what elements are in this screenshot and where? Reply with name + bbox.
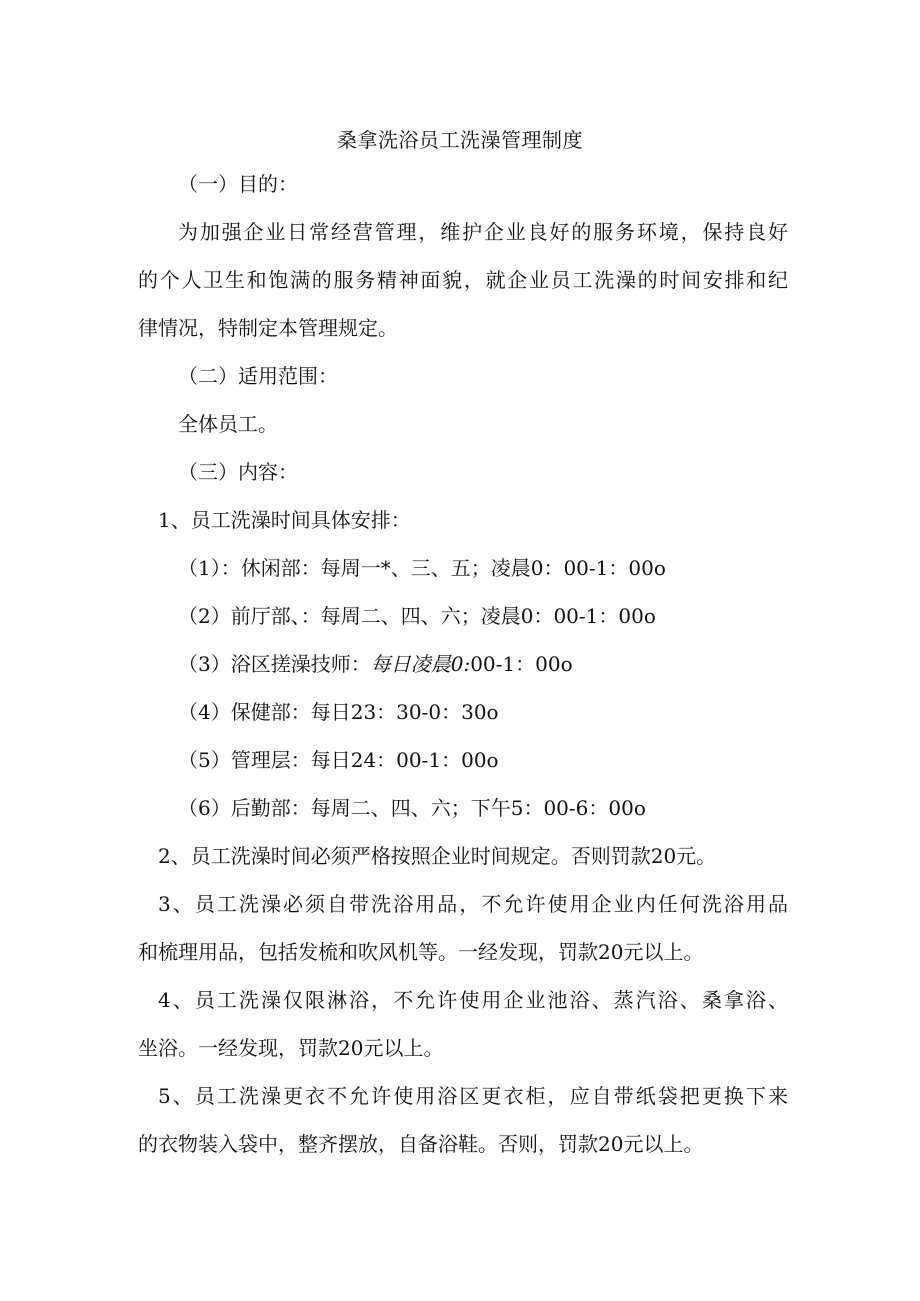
schedule-item bbox=[178, 652, 573, 676]
purpose-paragraph-line: 律情况，特制定本管理规定。 bbox=[138, 316, 398, 340]
document-title: 桑拿洗浴员工洗澡管理制度 bbox=[337, 128, 583, 152]
purpose-heading: （一）目的： bbox=[178, 172, 298, 196]
item4-line: 4、员工洗澡仅限淋浴，不允许使用企业池浴、蒸汽浴、桑拿浴、 bbox=[158, 988, 788, 1012]
item5-line: 的衣物装入袋中，整齐摆放，自备浴鞋。否则，罚款20元以上。 bbox=[138, 1132, 704, 1156]
item3-line: 3、员工洗澡必须自带洗浴用品，不允许使用企业内任何洗浴用品 bbox=[158, 892, 788, 916]
scope-heading: （二）适用范围： bbox=[178, 364, 338, 388]
scope-text: 全体员工。 bbox=[178, 412, 278, 436]
schedule-item: （1）：休闲部：每周一*、三、五；凌晨0：00-1：00o bbox=[178, 556, 666, 580]
schedule-item-label: （3）浴区搓澡技师： bbox=[178, 652, 371, 676]
schedule-item-time: 00-1：00o bbox=[470, 652, 573, 676]
item1-heading: 1、员工洗澡时间具体安排： bbox=[158, 508, 411, 532]
purpose-paragraph-line: 为加强企业日常经营管理，维护企业良好的服务环境，保持良好 bbox=[178, 220, 788, 244]
schedule-item: （6）后勤部：每周二、四、六；下午5：00-6：00o bbox=[178, 796, 646, 820]
item3-line: 和梳理用品，包括发梳和吹风机等。一经发现，罚款20元以上。 bbox=[138, 940, 704, 964]
schedule-item: （5）管理层：每日24：00-1：00o bbox=[178, 748, 499, 772]
purpose-paragraph-line: 的个人卫生和饱满的服务精神面貌，就企业员工洗澡的时间安排和纪 bbox=[138, 268, 788, 292]
schedule-item: （4）保健部：每日23：30-0：30o bbox=[178, 700, 499, 724]
content-heading: （三）内容： bbox=[178, 460, 298, 484]
schedule-item: （2）前厅部、：每周二、四、六；凌晨0：00-1：00o bbox=[178, 604, 656, 628]
item5-line: 5、员工洗澡更衣不允许使用浴区更衣柜，应自带纸袋把更换下来 bbox=[158, 1084, 788, 1108]
item2-text: 2、员工洗澡时间必须严格按照企业时间规定。否则罚款20元。 bbox=[158, 844, 717, 868]
schedule-item-italic-part: 每日凌晨0: bbox=[370, 652, 471, 676]
item4-line: 坐浴。一经发现，罚款20元以上。 bbox=[138, 1036, 444, 1060]
